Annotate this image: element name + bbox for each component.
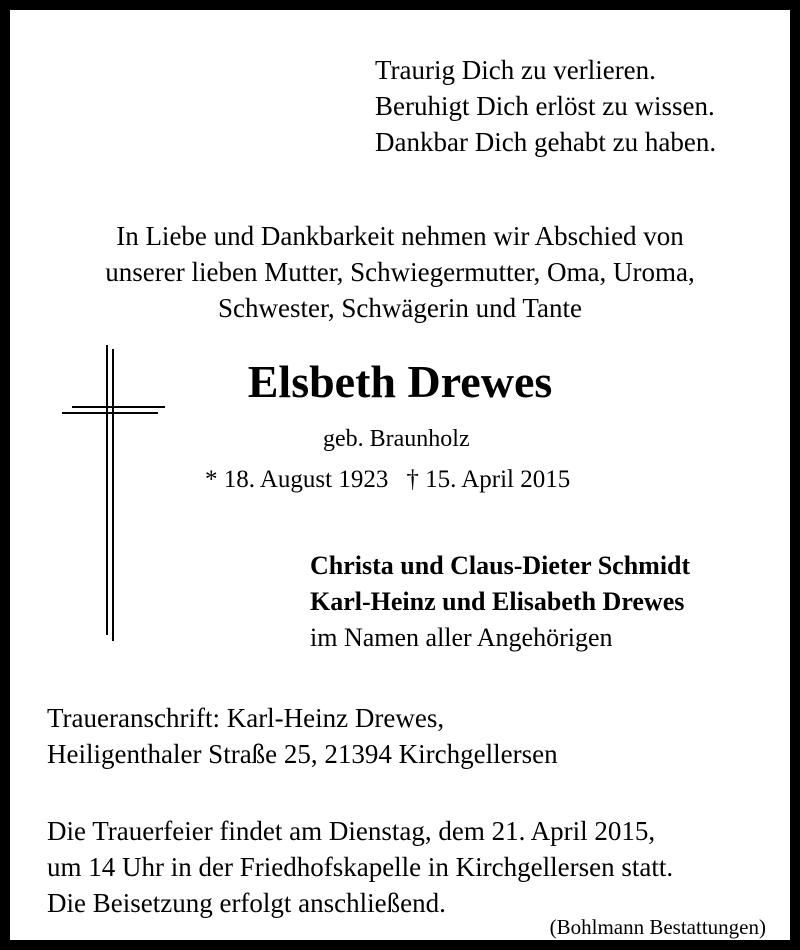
birth-name: geb. Braunholz (323, 426, 470, 452)
death-date: † 15. April 2015 (406, 466, 571, 493)
deceased-name: Elsbeth Drewes (247, 356, 553, 407)
life-dates (205, 466, 570, 494)
intro-line: unserer lieben Mutter, Schwiegermutter, Oma, Uroma, (105, 257, 695, 287)
mourning-address (47, 700, 558, 772)
ceremony-line: Die Beisetzung erfolgt anschließend. (47, 888, 446, 918)
birth-date: * 18. August 1923 (205, 466, 389, 493)
mourner-name: Christa und Claus-Dieter Schmidt (310, 551, 691, 580)
address-line: Traueranschrift: Karl-Heinz Drewes, (47, 703, 445, 733)
undertaker-credit: (Bohlmann Bestattungen) (549, 915, 766, 939)
intro-text (10, 218, 790, 326)
ceremony-info (47, 813, 673, 921)
intro-line: Schwester, Schwägerin und Tante (218, 293, 582, 323)
mourner-name: Karl-Heinz und Elisabeth Drewes (310, 587, 685, 616)
ceremony-line: um 14 Uhr in der Friedhofskapelle in Kirchgellersen statt. (47, 852, 674, 882)
poem-line: Dankbar Dich gehabt zu haben. (375, 127, 717, 157)
address-line: Heiligenthaler Straße 25, 21394 Kirchgellersen (47, 739, 558, 769)
poem-line: Traurig Dich zu verlieren. (375, 55, 656, 85)
intro-line: In Liebe und Dankbarkeit nehmen wir Abschied von (116, 221, 684, 251)
ceremony-line: Die Trauerfeier findet am Dienstag, dem 21. April 2015, (47, 816, 656, 846)
poem-line: Beruhigt Dich erlöst zu wissen. (375, 91, 715, 121)
mourners (310, 548, 690, 656)
mourners-closing: im Namen aller Angehörigen (310, 623, 613, 652)
poem (375, 52, 716, 160)
